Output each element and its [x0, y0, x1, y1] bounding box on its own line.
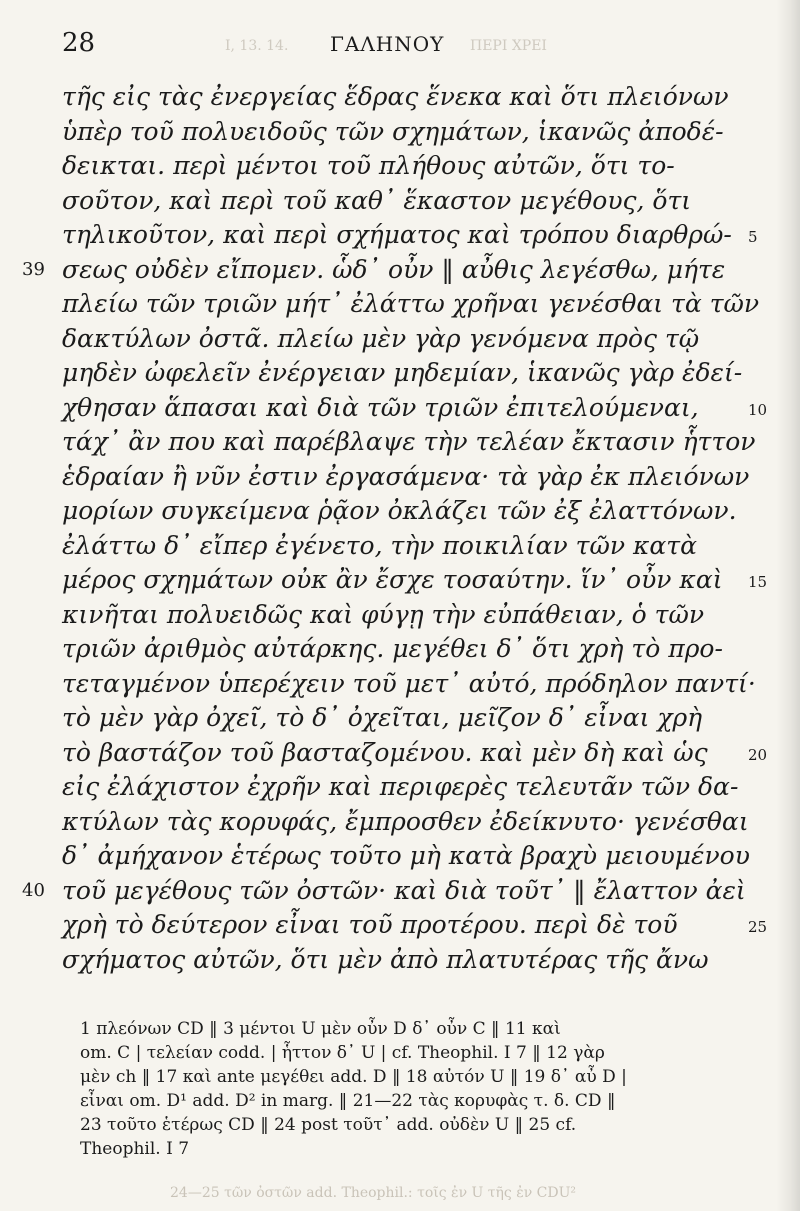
- text-line: ὑπὲρ τοῦ πολυειδοῦς τῶν σχημάτων, ἱκανῶς ἀποδέ-: [62, 116, 724, 146]
- text-line: τεταγμένον ὑπερέχειν τοῦ μετ᾽ αὐτό, πρόδηλον παντί·: [62, 668, 756, 698]
- text-line: κινῆται πολυειδῶς καὶ φύγῃ τὴν εὐπάθειαν, ὁ τῶν: [62, 599, 705, 629]
- text-line: σοῦτον, καὶ περὶ τοῦ καθ᾽ ἕκαστον μεγέθους, ὅτι: [62, 185, 692, 215]
- line-number-20: 20: [748, 745, 768, 764]
- page-header: [0, 12, 800, 58]
- critical-apparatus: [80, 1017, 760, 1161]
- text-line: δακτύλων ὀστᾶ. πλείω μὲν γὰρ γενόμενα πρὸς τῷ: [62, 323, 700, 353]
- bleed-through-text: 24—25 τῶν ὀστῶν add. Theophil.: τοῖς ἐν U τῆς ἐν CDU²: [170, 1185, 577, 1201]
- text-line: χρὴ τὸ δεύτερον εἶναι τοῦ προτέρου. περὶ δὲ τοῦ 25: [62, 908, 762, 943]
- apparatus-line: 23 τοῦτο ἑτέρως CD ‖ 24 post τοῦτ᾽ add. οὐδὲν U ‖ 25 cf.: [80, 1115, 577, 1135]
- running-title: ΓΑΛΗΝΟΥ: [330, 32, 445, 56]
- page-number: 28: [62, 28, 96, 58]
- text-line: τὸ βαστάζον τοῦ βασταζομένου. καὶ μὲν δὴ καὶ ὡς 20: [62, 736, 762, 771]
- line-number-5: 5: [748, 228, 758, 246]
- apparatus-line: μὲν ch ‖ 17 καὶ ante μεγέθει add. D ‖ 18 αὐτόν U ‖ 19 δ᾽ αὖ D |: [80, 1067, 627, 1087]
- line-number-25: 25: [748, 918, 768, 936]
- apparatus-line: Theophil. I 7: [80, 1139, 190, 1159]
- apparatus-line: 1 πλεόνων CD ‖ 3 μέντοι U μὲν οὖν D δ᾽ οὖν C ‖ 11 καὶ: [80, 1019, 561, 1039]
- text-line: εἰς ἐλάχιστον ἐχρῆν καὶ περιφερὲς τελευτᾶν τῶν δα-: [62, 772, 739, 801]
- text-line: τηλικοῦτον, καὶ περὶ σχήματος καὶ τρόπου διαρθρώ- 5: [62, 218, 762, 253]
- text-line: τάχ᾽ ἂν που καὶ παρέβλαψε τὴν τελέαν ἔκτασιν ἧττον: [62, 427, 756, 456]
- margin-number-39: 39: [22, 258, 45, 280]
- main-text: [22, 80, 768, 977]
- text-line: μορίων συγκείμενα ῥᾷον ὀκλάζει τῶν ἐξ ἐλαττόνων.: [62, 496, 737, 525]
- text-line: τριῶν ἀριθμὸς αὐτάρκης. μεγέθει δ᾽ ὅτι χρὴ τὸ προ-: [62, 634, 723, 663]
- text-line: δεικται. περὶ μέντοι τοῦ πλήθους αὐτῶν, ὅτι το-: [62, 151, 675, 180]
- bleed-through-header-left: I, 13. 14.: [225, 38, 289, 54]
- apparatus-line: εἶναι om. D¹ add. D² in marg. ‖ 21—22 τὰς κορυφὰς τ. δ. CD ‖: [80, 1091, 616, 1111]
- margin-number-40: 40: [22, 879, 45, 901]
- text-line: 39 σεως οὐδὲν εἴπομεν. ὧδ᾽ οὖν ‖ αὖθις λεγέσθω, μήτε: [62, 253, 762, 288]
- apparatus-line: om. C | τελείαν codd. | ἧττον δ᾽ U | cf. Theophil. I 7 ‖ 12 γὰρ: [80, 1043, 605, 1063]
- text-line: κτύλων τὰς κορυφάς, ἔμπροσθεν ἐδείκνυτο· γενέσθαι: [62, 806, 749, 836]
- text-line: μηδὲν ὠφελεῖν ἐνέργειαν μηδεμίαν, ἱκανῶς γὰρ ἐδεί-: [62, 358, 743, 387]
- text-line: χθησαν ἅπασαι καὶ διὰ τῶν τριῶν ἐπιτελούμεναι, 10: [62, 391, 762, 426]
- bleed-through-header-right: ΠΕΡΙ ΧΡΕΙ: [470, 38, 547, 54]
- text-line: μέρος σχημάτων οὐκ ἂν ἔσχε τοσαύτην. ἵν᾽ οὖν καὶ 15: [62, 563, 762, 598]
- text-line: δ᾽ ἀμήχανον ἑτέρως τοῦτο μὴ κατὰ βραχὺ μειουμένου: [62, 841, 750, 870]
- line-number-10: 10: [748, 400, 768, 419]
- page-edge-shadow: [776, 0, 800, 1211]
- text-line: πλείω τῶν τριῶν μήτ᾽ ἐλάττω χρῆναι γενέσθαι τὰ τῶν: [62, 289, 760, 318]
- text-line: τὸ μὲν γὰρ ὀχεῖ, τὸ δ᾽ ὀχεῖται, μεῖζον δ᾽ εἶναι χρὴ: [62, 703, 703, 732]
- text-line: τῆς εἰς τὰς ἐνεργείας ἕδρας ἕνεκα καὶ ὅτι πλειόνων: [62, 82, 729, 111]
- text-line: ἐλάττω δ᾽ εἴπερ ἐγένετο, τὴν ποικιλίαν τῶν κατὰ: [62, 530, 697, 560]
- text-line: σχήματος αὐτῶν, ὅτι μὲν ἀπὸ πλατυτέρας τῆς ἄνω: [62, 944, 709, 974]
- line-number-15: 15: [748, 573, 768, 591]
- text-line: ἑδραίαν ἢ νῦν ἐστιν ἐργασάμενα· τὰ γὰρ ἐκ πλειόνων: [62, 461, 750, 491]
- text-line: 40 τοῦ μεγέθους τῶν ὀστῶν· καὶ διὰ τοῦτ᾽ ‖ ἔλαττον ἀεὶ: [62, 874, 762, 909]
